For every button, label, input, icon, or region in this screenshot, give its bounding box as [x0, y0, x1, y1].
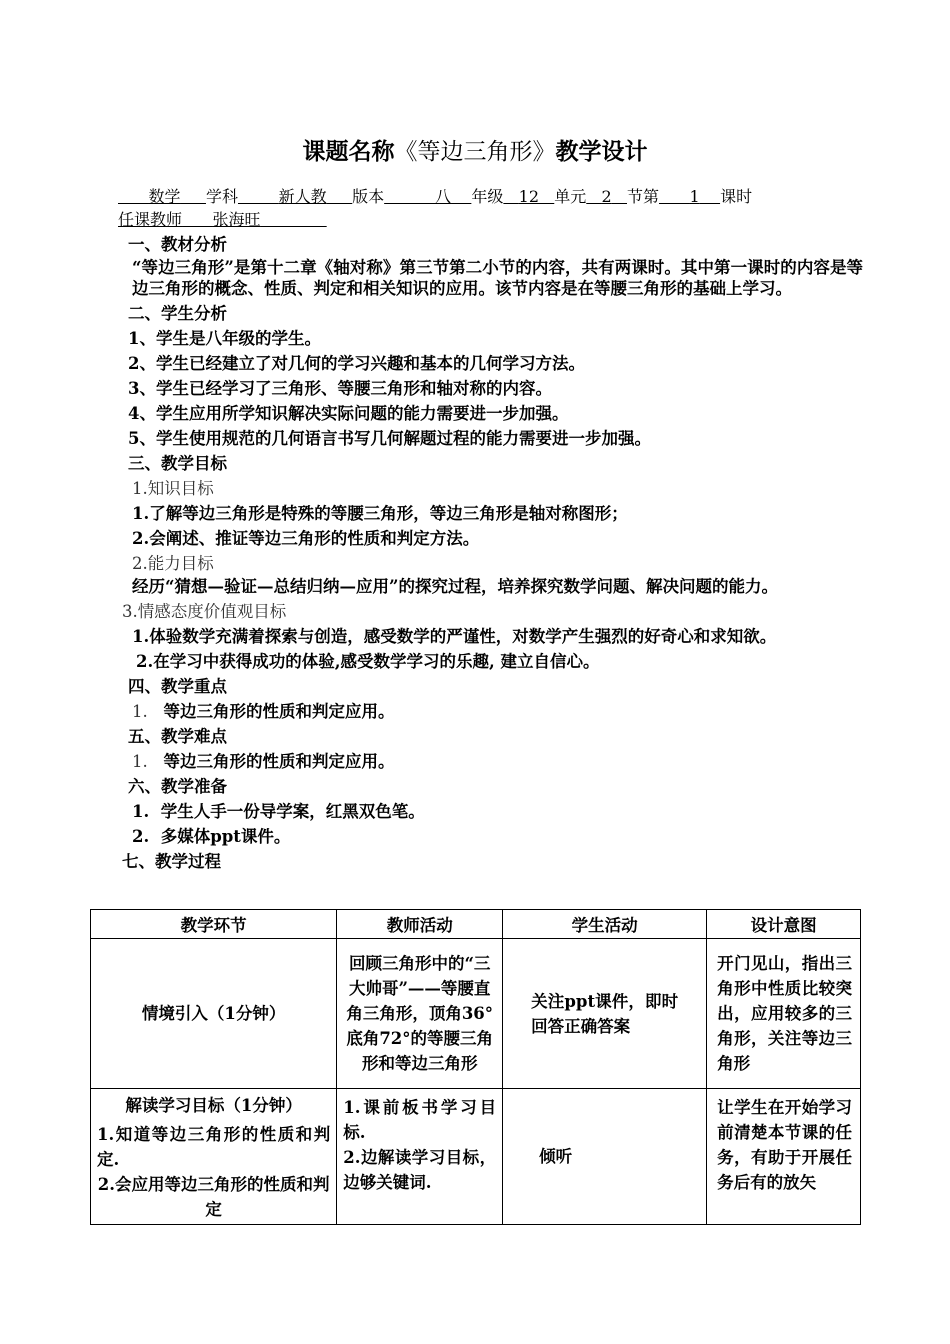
title-suffix: 教学设计 [555, 138, 648, 165]
grade-value: 八 [435, 187, 452, 206]
row2-student: 倾听 [503, 1089, 707, 1225]
list-item: 5、学生使用规范的几何语言书写几何解题过程的能力需要进一步加强。 [128, 429, 651, 448]
list-item: 1. 等边三角形的性质和判定应用。 [132, 702, 395, 721]
table-row [91, 939, 861, 1089]
list-item: 1.体验数学充满着探索与创造，感受数学的严谨性，对数学产生强烈的好奇心和求知欲。 [132, 627, 777, 646]
list-item: 1. 学生人手一份导学案，红黑双色笔。 [132, 802, 425, 821]
row2-teacher: 1.课前板书学习目标. 2.边解读学习目标，边够关键词. [337, 1089, 503, 1225]
sub-heading: 1.知识目标 [132, 479, 214, 498]
teacher-line [118, 209, 327, 231]
header-teacher: 教师活动 [337, 910, 503, 939]
row1-teacher: 回顾三角形中的“三大帅哥”——等腰直角三角形，顶角36°底角72°的等腰三角形和等边三角形 [337, 939, 503, 1089]
list-item: 2.会阐述、推证等边三角形的性质和判定方法。 [132, 529, 480, 548]
edition-value: 新人教 [278, 187, 327, 206]
unit-label: 单元 [554, 187, 587, 206]
list-item: 4、学生应用所学知识解决实际问题的能力需要进一步加强。 [128, 404, 569, 423]
section-heading: 四、教学重点 [128, 677, 227, 696]
section-heading: 三、教学目标 [128, 454, 227, 473]
sub-heading: 3.情感态度价值观目标 [122, 602, 287, 621]
title-main: 课题名称 [302, 138, 395, 165]
table-header-row [91, 910, 861, 939]
subject-label: 学科 [205, 187, 238, 206]
teacher-value: 张海旺 [212, 210, 261, 229]
meta-line [118, 186, 752, 208]
lesson-label: 课时 [720, 187, 753, 206]
list-item: 1、学生是八年级的学生。 [128, 329, 321, 348]
table-row [91, 1089, 861, 1225]
lesson-value: 1 [689, 187, 700, 206]
teacher-label: 任课教师 [118, 210, 183, 229]
section-heading: 五、教学难点 [128, 727, 227, 746]
section-heading: 一、教材分析 [128, 235, 227, 254]
paragraph: 经历“猜想—验证—总结归纳—应用”的探究过程，培养探究数学问题、解决问题的能力。 [132, 577, 778, 596]
section-heading: 六、教学准备 [128, 777, 227, 796]
subject-value: 数学 [148, 187, 181, 206]
title-book: 《等边三角形》 [394, 139, 556, 165]
document-body [122, 232, 863, 874]
process-table [90, 909, 861, 1225]
row2-stage-item1: 1.知道等边三角形的性质和判定. [97, 1125, 331, 1169]
section-value: 2 [601, 187, 612, 206]
list-item: 2、学生已经建立了对几何的学习兴趣和基本的几何学习方法。 [128, 354, 585, 373]
header-stage: 教学环节 [91, 910, 337, 939]
list-item: 3、学生已经学习了三角形、等腰三角形和轴对称的内容。 [128, 379, 552, 398]
list-item: 2.在学习中获得成功的体验,感受数学学习的乐趣, 建立自信心。 [136, 652, 600, 671]
row1-student: 关注ppt课件，即时回答正确答案 [503, 939, 707, 1089]
list-item: 2. 多媒体ppt课件。 [132, 827, 291, 846]
list-item: 1.了解等边三角形是特殊的等腰三角形，等边三角形是轴对称图形； [132, 504, 628, 523]
paragraph: “等边三角形”是第十二章《轴对称》第三节第二小节的内容，共有两课时。其中第一课时的内容是等边三角形的概念、性质、判定和相关知识的应用。该节内容是在等腰三角形的基础上学习。 [132, 258, 863, 298]
row2-stage [91, 1089, 337, 1225]
section-label: 节第 [627, 187, 660, 206]
row1-stage: 情境引入（1分钟） [91, 939, 337, 1089]
grade-label: 年级 [471, 187, 504, 206]
row2-stage-item2: 2.会应用等边三角形的性质和判定 [97, 1175, 330, 1219]
section-heading: 二、学生分析 [128, 304, 227, 323]
row1-intent: 开门见山，指出三角形中性质比较突出，应用较多的三角形，关注等边三角形 [707, 939, 861, 1089]
sub-heading: 2.能力目标 [132, 554, 214, 573]
header-student: 学生活动 [503, 910, 707, 939]
row2-intent: 让学生在开始学习前清楚本节课的任务，有助于开展任务后有的放矢 [707, 1089, 861, 1225]
header-intent: 设计意图 [707, 910, 861, 939]
unit-value: 12 [518, 187, 539, 206]
page-title [0, 133, 950, 166]
list-item: 1. 等边三角形的性质和判定应用。 [132, 752, 395, 771]
row2-stage-title: 解读学习目标（1分钟） [125, 1096, 302, 1115]
section-heading: 七、教学过程 [122, 852, 221, 871]
edition-label: 版本 [352, 187, 385, 206]
